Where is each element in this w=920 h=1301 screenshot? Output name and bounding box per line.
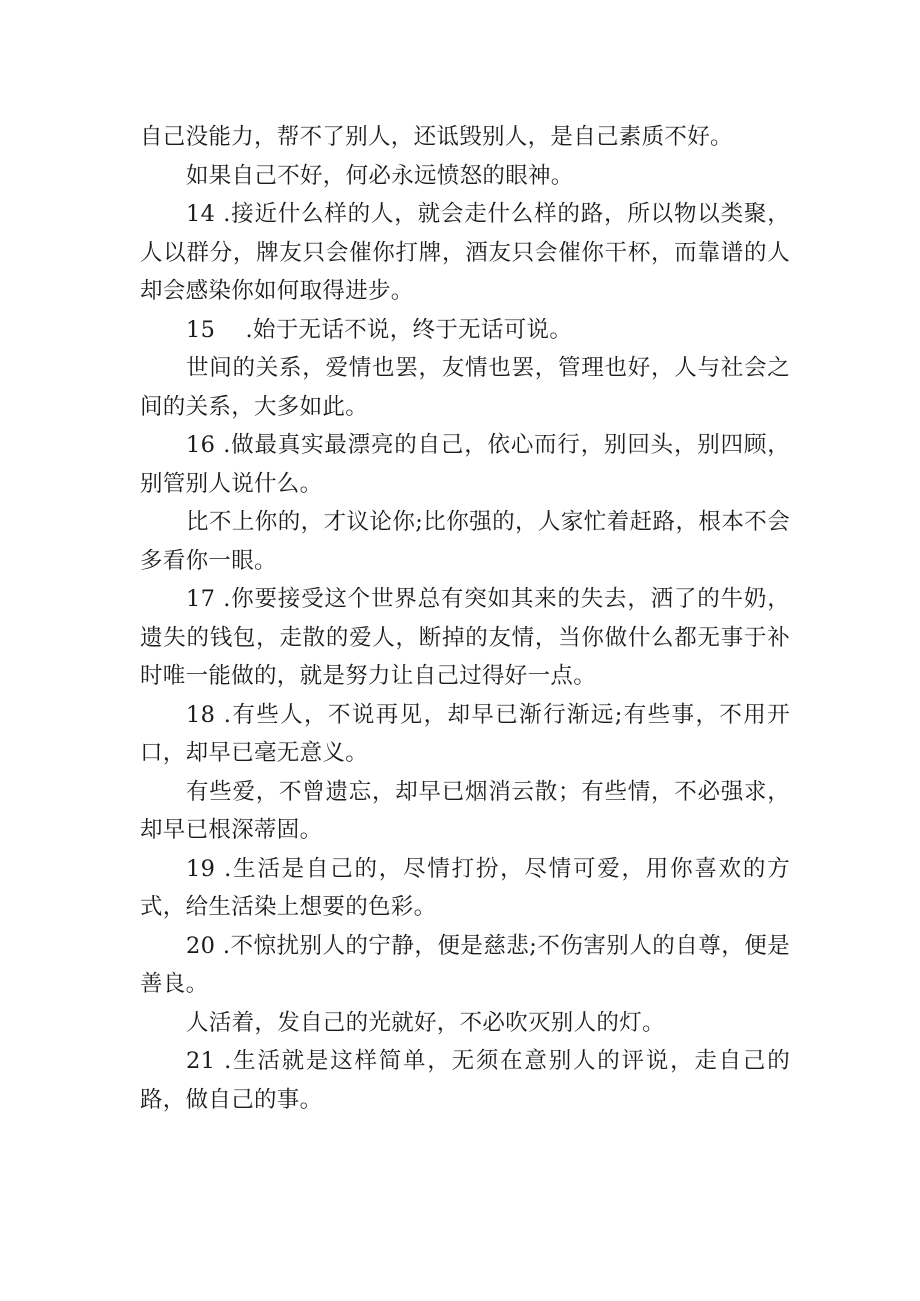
paragraph: 有些爱，不曾遗忘，却早已烟消云散；有些情，不必强求，却早已根深蒂固。 xyxy=(140,778,790,843)
numbered-paragraph-18: 18 .有些人，不说再见，却早已渐行渐远;有些事，不用开口，却早已毫无意义。 xyxy=(140,701,790,766)
paragraph: 人活着，发自己的光就好，不必吹灭别人的灯。 xyxy=(186,1009,665,1036)
numbered-paragraph-15: 15 .始于无话不说，终于无话可说。 xyxy=(186,316,573,343)
paragraph: 比不上你的，才议论你;比你强的，人家忙着赶路，根本不会多看你一眼。 xyxy=(140,509,790,574)
numbered-paragraph-17: 17 .你要接受这个世界总有突如其来的失去，洒了的牛奶，遗失的钱包，走散的爱人，断掉的友情，当你做什么都无事于补时唯一能做的，就是努力让自己过得好一点。 xyxy=(140,586,790,689)
numbered-paragraph-16: 16 .做最真实最漂亮的自己，依心而行，别回头，别四顾，别管别人说什么。 xyxy=(140,432,790,497)
numbered-paragraph-19: 19 .生活是自己的，尽情打扮，尽情可爱，用你喜欢的方式，给生活染上想要的色彩。 xyxy=(140,855,790,920)
paragraph: 世间的关系，爱情也罢，友情也罢，管理也好，人与社会之间的关系，大多如此。 xyxy=(140,355,790,420)
numbered-paragraph-21: 21 .生活就是这样简单，无须在意别人的评说，走自己的路，做自己的事。 xyxy=(140,1048,790,1113)
document-body xyxy=(140,118,790,1119)
paragraph: 自己没能力，帮不了别人，还诋毁别人，是自己素质不好。 xyxy=(140,124,733,150)
paragraph: 如果自己不好，何必永远愤怒的眼神。 xyxy=(186,162,574,189)
numbered-paragraph-20: 20 .不惊扰别人的宁静，便是慈悲;不伤害别人的自尊，便是善良。 xyxy=(140,932,790,997)
numbered-paragraph-14: 14 .接近什么样的人，就会走什么样的路，所以物以类聚，人以群分，牌友只会催你打牌，酒友只会催你干杯，而靠谱的人却会感染你如何取得进步。 xyxy=(140,201,790,304)
